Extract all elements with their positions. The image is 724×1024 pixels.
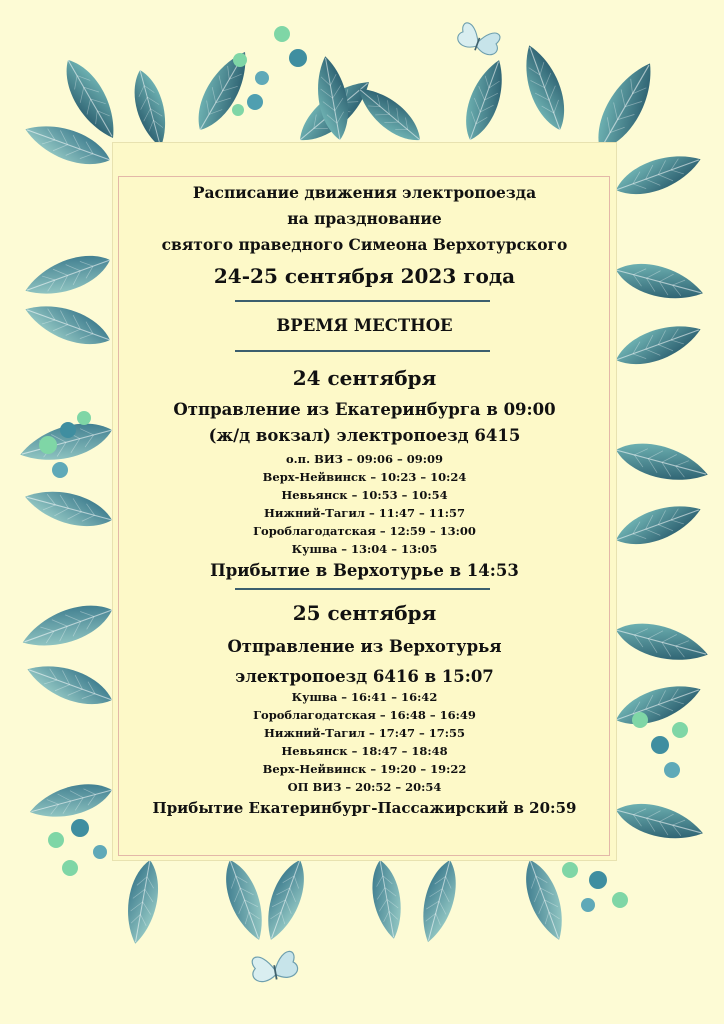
leaf-icon [612,256,707,308]
leaf-icon [217,855,272,944]
day2-heading: 25 сентября [292,601,437,625]
title-line-3: святого праведного Симеона Верхотурского [161,235,568,254]
day1-train: (ж/д вокзал) электропоезд 6415 [208,426,521,445]
divider [235,350,490,352]
divider [235,588,490,590]
day2-arrival: Прибытие Екатеринбург-Пассажирский в 20:59 [152,799,577,817]
day1-stop: Кушва – 13:04 – 13:05 [291,542,438,556]
leaf-icon [457,55,512,144]
time-note: ВРЕМЯ МЕСТНОЕ [276,316,453,335]
butterfly-icon [250,950,299,983]
leaf-icon [17,595,117,657]
butterfly-icon [456,21,503,57]
day1-heading: 24 сентября [292,366,437,390]
leaf-icon [121,858,163,947]
day2-stop: Кушва – 16:41 – 16:42 [291,690,438,704]
leaf-icon [127,67,173,151]
leaf-icon [22,655,117,714]
day1-stop: Невьянск – 10:53 – 10:54 [281,488,448,502]
title-line-1: Расписание движения электропоезда [192,183,537,202]
day2-stop: ОП ВИЗ – 20:52 – 20:54 [287,780,442,794]
leaf-icon [367,858,407,941]
leaf-icon [611,675,706,734]
leaf-icon [21,482,116,534]
leaf-icon [20,295,115,354]
day2-stop: Невьянск – 18:47 – 18:48 [281,744,448,758]
day1-stop: Верх-Нейвинск – 10:23 – 10:24 [262,470,467,484]
leaf-icon [26,776,115,825]
day2-stop: Верх-Нейвинск – 19:20 – 19:22 [262,762,467,776]
day1-stop: Нижний-Тагил – 11:47 – 11:57 [264,506,465,520]
title-line-2: на празднование [287,209,442,228]
leaf-icon [612,435,712,490]
day1-arrival: Прибытие в Верхотурье в 14:53 [210,561,519,580]
leaf-icon [612,796,707,848]
day1-departure: Отправление из Екатеринбурга в 09:00 [173,400,556,419]
day2-departure: Отправление из Верхотурья [227,637,502,656]
leaf-icon [414,856,463,945]
day2-stop: Гороблагодатская – 16:48 – 16:49 [253,708,476,722]
day1-stop: Гороблагодатская – 12:59 – 13:00 [253,524,476,538]
day1-stop: о.п. ВИЗ – 09:06 – 09:09 [286,452,443,466]
day2-train: электропоезд 6416 в 15:07 [235,667,494,686]
schedule-card [113,143,616,860]
leaf-icon [350,78,428,150]
leaf-icon [20,246,115,305]
leaf-icon [611,315,706,374]
leaf-icon [611,495,706,554]
leaf-icon [612,615,712,670]
leaf-icon [187,45,258,138]
divider [235,300,490,302]
leaf-icon [611,145,706,204]
event-dates: 24-25 сентября 2023 года [213,264,516,288]
leaf-icon [258,855,313,944]
day2-stop: Нижний-Тагил – 17:47 – 17:55 [264,726,465,740]
leaf-icon [515,40,574,135]
